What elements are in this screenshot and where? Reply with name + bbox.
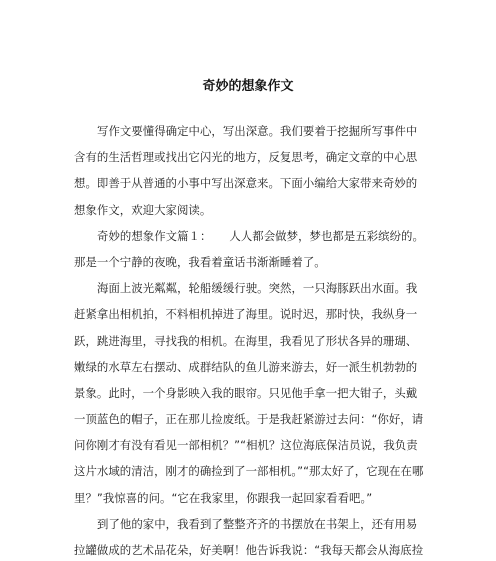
document-title: 奇妙的想象作文 (202, 79, 294, 94)
paragraph-3-line-3: 跃，跳进海里，寻找我的相机。在海里，我看见了形状各异的珊瑚、 (74, 333, 418, 348)
paragraph-3-line-8: 这片水域的清洁，刚才的确捡到了一部相机。”“那太好了，它现在在哪 (74, 464, 424, 479)
paragraph-1-line-2: 含有的生活哲理或找出它闪光的地方，反复思考，确定文章的中心思 (74, 150, 418, 165)
paragraph-1-line-4: 想象作文，欢迎大家阅读。 (74, 202, 212, 217)
paragraph-2-opening: 人人都会做梦，梦也都是五彩缤纷的。 (229, 228, 424, 243)
paragraph-1-line-3: 想。即善于从普通的小事中写出深意来。下面小编给大家带来奇妙的 (74, 176, 418, 191)
paragraph-4-line-1: 到了他的家中，我看到了整整齐齐的书摆放在书架上，还有用易 (97, 516, 418, 531)
paragraph-3-line-2: 赶紧拿出相机拍，不料相机掉进了海里。说时迟，那时快，我纵身一 (74, 307, 418, 322)
paragraph-3-line-5: 景象。此时，一个身影映入我的眼帘。只见他手拿一把大钳子，头戴 (74, 385, 418, 400)
paragraph-3-line-7: 问你刚才有没有看见一部相机？”“相机？这位海底保洁员说，我负责 (74, 438, 418, 453)
document-body (74, 118, 424, 561)
paragraph-2-line-2: 那是一个宁静的夜晚，我看着童话书渐渐睡着了。 (74, 254, 326, 269)
section-heading: 奇妙的想象作文篇１： (97, 228, 212, 243)
paragraph-1-line-1: 写作文要懂得确定中心，写出深意。我们要着于挖掘所写事件中 (97, 124, 418, 138)
paragraph-4-line-2: 拉罐做成的艺术品花朵，好美啊！他告诉我说：“我每天都会从海底捡 (74, 543, 424, 557)
paragraph-3-line-9: 里？”我惊喜的问。“它在我家里，你跟我一起回家看看吧。” (74, 490, 373, 505)
paragraph-3-line-6: 一顶蓝色的帽子，正在那儿捡废纸。于是我赶紧游过去问：“你好，请 (74, 412, 424, 427)
paragraph-2-line-1 (74, 223, 424, 249)
paragraph-3-line-4: 嫩绿的水草左右摆动、成群结队的鱼儿游来游去，好一派生机勃勃的 (74, 359, 418, 374)
paragraph-3-line-1: 海面上波光粼粼，轮船缓缓行驶。突然，一只海豚跃出水面。我 (97, 281, 418, 296)
